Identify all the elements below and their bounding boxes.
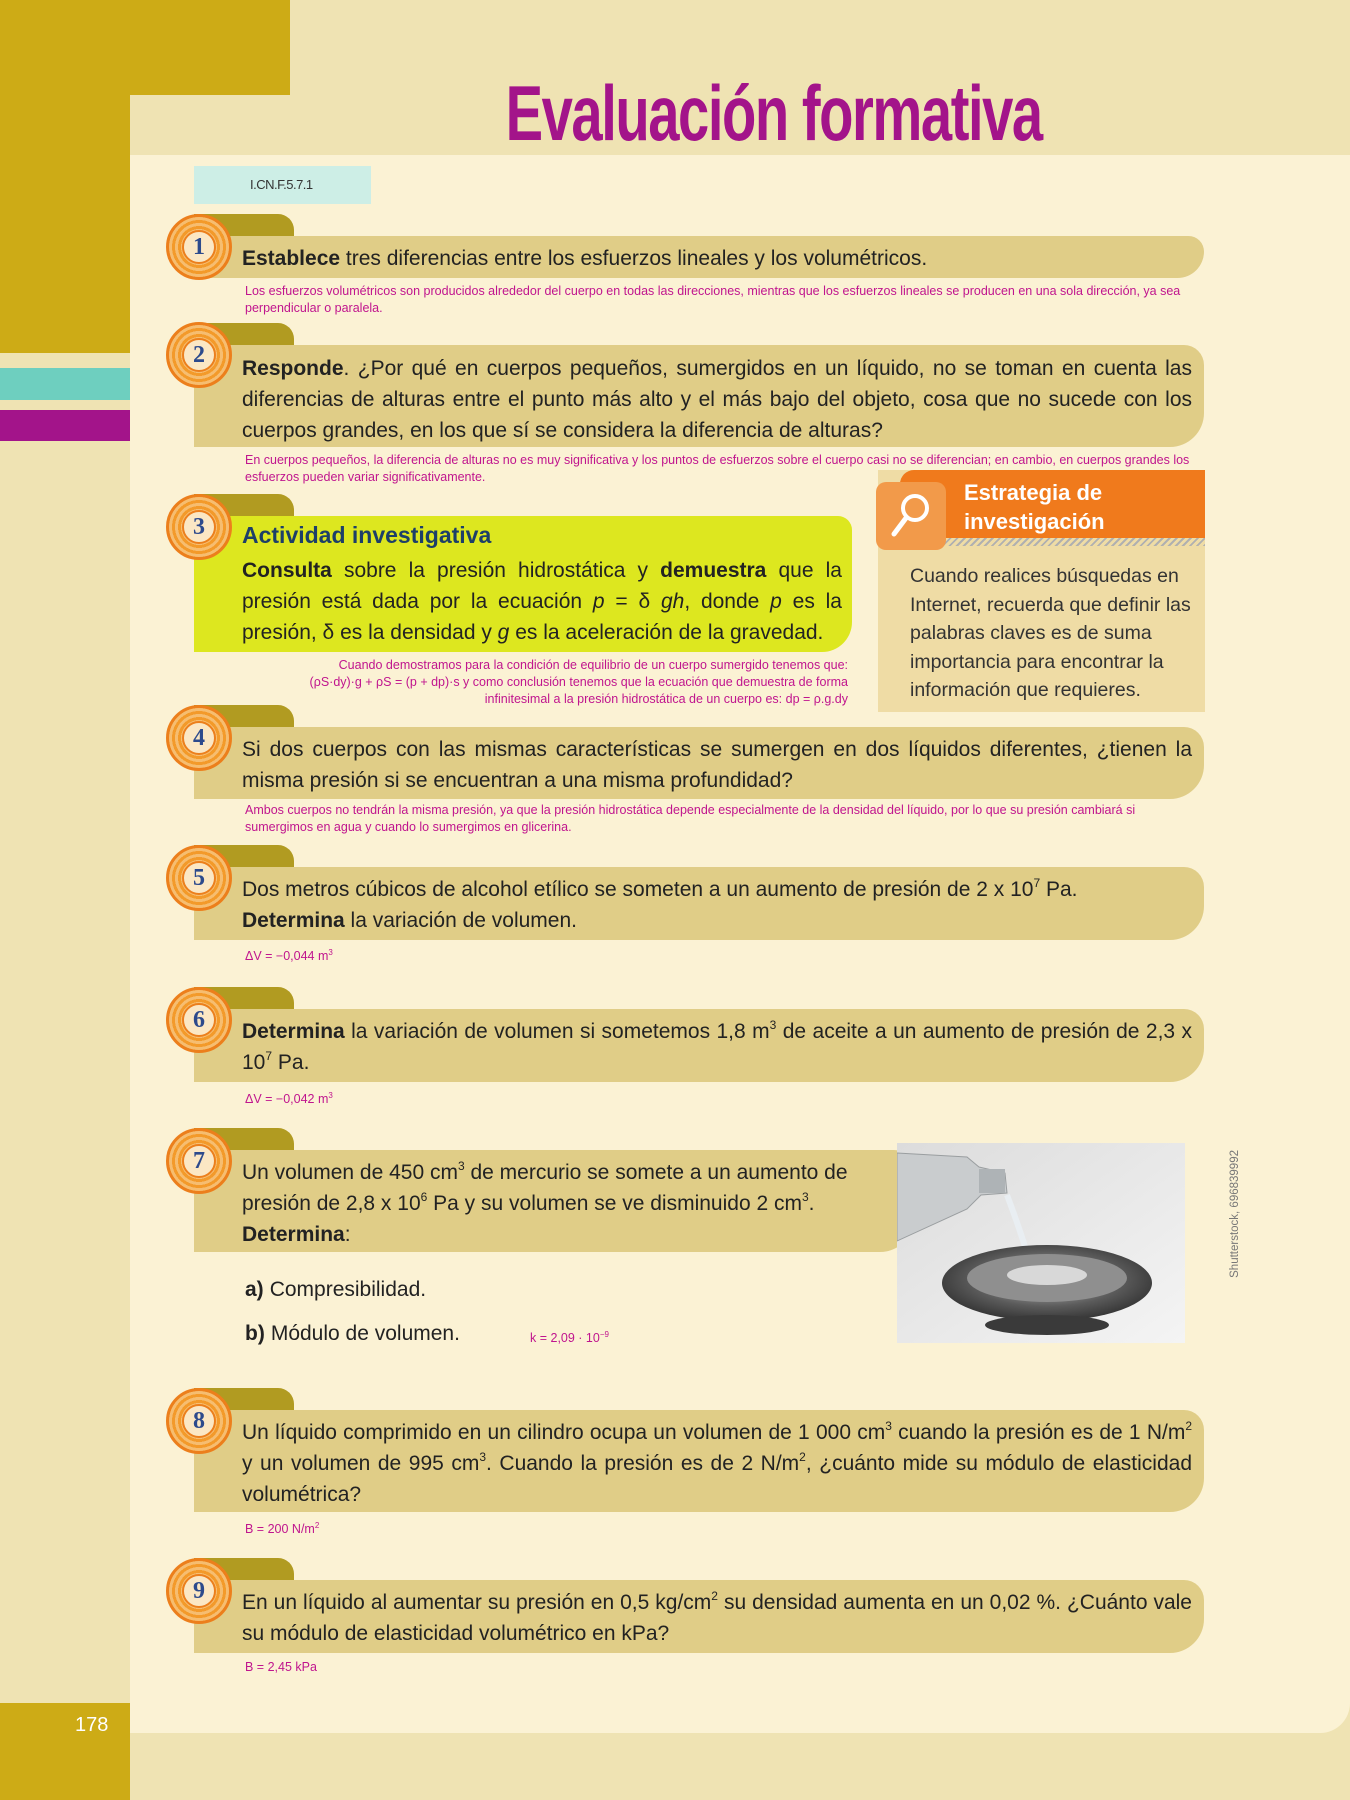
gold-side-band [0, 0, 130, 353]
q4-text: Si dos cuerpos con las mismas características se sumergen en dos líquidos diferentes, ¿tienen la misma presión si se encuentran a una misma profundidad? [242, 738, 1192, 792]
teal-stripe [0, 368, 130, 400]
q9-answer: B = 2,45 kPa [245, 1660, 317, 1674]
q7-item-a: a) Compresibilidad. [245, 1278, 427, 1301]
q1-text: Establece tres diferencias entre los esfuerzos lineales y los volumétricos. [242, 247, 928, 270]
photo-credit: Shutterstock, 696839992 [1229, 1150, 1241, 1278]
q4-answer: Ambos cuerpos no tendrán la misma presión, ya que la presión hidrostática depende especialmente de la densidad del líquido, por lo que su presión cambiará si sumergimos en agua y cuando lo sumergimos en glicerina. [245, 803, 1136, 834]
strategy-text: Cuando realices búsquedas en Internet, recuerda que definir las palabras claves es de suma importancia para encontrar la información que requieres. [910, 565, 1191, 701]
q5-text: Dos metros cúbicos de alcohol etílico se someten a un aumento de presión de 2 x $10^7$ Pa. Determina la variación de volumen. [242, 876, 1078, 932]
q3-number-badge: 3 [166, 494, 232, 560]
photo-liquid-pouring-into-bowl [897, 1143, 1185, 1343]
q7-text: Un volumen de 450 $cm^3$ de mercurio se somete a un aumento de presión de 2,8 x $10^6$ Pa y su volumen se ve disminuido 2 $cm^3$. Determina: [242, 1159, 848, 1246]
q3-answer: Cuando demostramos para la condición de equilibrio de un cuerpo sumergido tenemos que: (ρS·dy)·g + ρS = (p + dp)·s y como conclusión tenemos que la ecuación que demuestra de forma infinitesimal a la presión hidrostática de un cuerpo es: dp = ρ.g.dy [309, 658, 848, 706]
q4-number-badge: 4 [166, 705, 232, 771]
q2-answer: En cuerpos pequeños, la diferencia de alturas no es muy significativa y los puntos de esfuerzos sobre el cuerpo casi no se diferencian; en cambio, en cuerpos grandes los esfuerzos pueden variar significativamente. [245, 453, 1190, 484]
q7-number-badge: 7 [166, 1128, 232, 1194]
q3-heading: Actividad investigativa [242, 522, 492, 548]
q1-answer: Los esfuerzos volumétricos son producidos alrededor del cuerpo en todas las direcciones, mientras que los esfuerzos lineales se producen en una sola dirección, ya sea perpendicular o paralela. [245, 284, 1181, 315]
q8-number-badge: 8 [166, 1388, 232, 1454]
page-number-block [0, 1703, 130, 1800]
page-title: Evaluación formativa [505, 69, 1042, 157]
q2-text: Responde. ¿Por qué en cuerpos pequeños, sumergidos en un líquido, no se toman en cuenta las diferencias de alturas entre el punto más alto y el más bajo del objeto, cosa que no sucede con los cuerpos grandes, en los que sí se considera la diferencia de alturas? [242, 357, 1192, 442]
strategy-title: Estrategia de investigación [964, 480, 1105, 534]
q8-answer: B = 200 $N/m^2$ [245, 1521, 320, 1536]
q8-text: Un líquido comprimido en un cilindro ocupa un volumen de 1 000 $cm^3$ cuando la presión es de 1 $N/m^2$ y un volumen de 995 $cm^3$. Cuando la presión es de 2 $N/m^2$, ¿cuánto mide su módulo de elasticidad volumétrica? [242, 1419, 1192, 1506]
q6-number-badge: 6 [166, 987, 232, 1053]
q9-text: En un líquido al aumentar su presión en 0,5 $kg/cm^2$ su densidad aumenta en un 0,02 %. ¿Cuánto vale su módulo de elasticidad volumétrico en kPa? [242, 1589, 1192, 1645]
q7-item-b: b) Módulo de volumen. [245, 1322, 460, 1345]
strategy-hatch-divider [942, 538, 1205, 546]
q7-answer: $k = 2,09 \cdot 10^{-9}$ [530, 1330, 609, 1345]
q5-answer: ΔV = −0,044 $m^3$ [245, 948, 333, 963]
page-number: 178 [75, 1714, 109, 1736]
q5-number-badge: 5 [166, 845, 232, 911]
q6-answer: ΔV = −0,042 $m^3$ [245, 1091, 333, 1106]
curriculum-code: I.CN.F.5.7.1 [194, 166, 371, 204]
purple-stripe [0, 410, 130, 441]
magnifier-icon [887, 490, 935, 542]
q1-number-badge: 1 [166, 214, 232, 280]
q2-number-badge: 2 [166, 322, 232, 388]
q6-text: Determina la variación de volumen si sometemos 1,8 $m^3$ de aceite a un aumento de presión de 2,3 x $10^7$ Pa. [242, 1018, 1193, 1074]
q9-number-badge: 9 [166, 1558, 232, 1624]
q3-text: Consulta sobre la presión hidrostática y demuestra que la presión está dada por la ecuación p = δ gh, donde p es la presión, δ es la densidad y g es la aceleración de la gravedad. [242, 559, 842, 644]
